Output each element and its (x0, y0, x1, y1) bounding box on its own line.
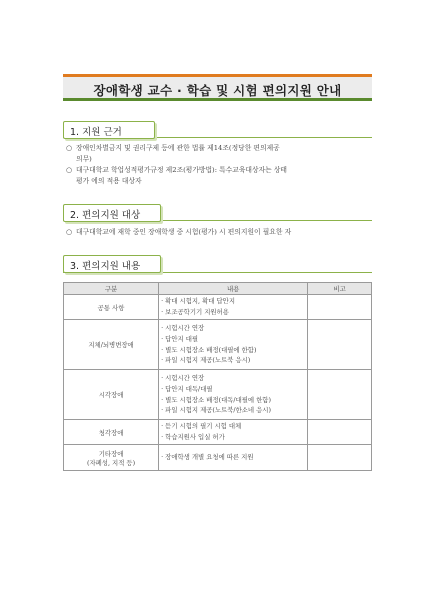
row-category (64, 445, 159, 471)
row-category: 시각장애 (64, 370, 159, 420)
header-content: 내용 (159, 283, 308, 295)
header-note: 비고 (308, 283, 372, 295)
section-1-item-2 (66, 165, 366, 176)
table-row (64, 445, 372, 471)
row-content (159, 370, 308, 420)
row-content (159, 420, 308, 445)
row-note (308, 445, 372, 471)
content-item: · 별도 시험장소 배정(대필에 한함) (161, 345, 257, 354)
content-item: · 학습지원사 입실 허가 (161, 433, 225, 441)
header-category: 구분 (64, 283, 159, 295)
section-2-heading: 2. 편의지원 대상 (70, 210, 141, 221)
item-text: 대구대학교 학업성적평가규정 제2조(평가방법): 특수교육대상자는 상태 (76, 166, 287, 174)
section-3-heading-box (63, 255, 161, 273)
row-content (159, 320, 308, 370)
content-item: · 파일 시험지 제공(노트북 응시) (161, 356, 251, 365)
table-row (64, 320, 372, 370)
item-text: 대구대학교에 재학 중인 장애학생 중 시험(평가) 시 편의지원이 필요한 자 (76, 228, 292, 236)
support-table (63, 282, 372, 471)
content-item: · 장애학생 개별 요청에 따른 지원 (161, 453, 254, 462)
item-text-cont: 평가 에의 적용 대상자 (76, 177, 142, 185)
content-item: · 듣기 시험의 필기 시험 대체 (161, 422, 242, 431)
page-title: 장애학생 교수 · 학습 및 시험 편의지원 안내 (93, 83, 342, 98)
content-item: · 보조공학기기 지원허용 (161, 308, 229, 316)
circle-bullet-icon: ○ (66, 144, 73, 152)
item-text: 장애인차별금지 및 권리구제 등에 관한 법률 제14조(정당한 편의제공 (76, 144, 280, 152)
table-header-row (64, 283, 372, 295)
row-category: 공통 사항 (64, 295, 159, 320)
row-content (159, 295, 308, 320)
section-1-heading: 1. 지원 근거 (70, 127, 122, 138)
content-item: · 시험시간 연장 (161, 373, 205, 382)
section-1-item-1 (66, 143, 366, 154)
section-2-body (66, 227, 366, 238)
table-row (64, 370, 372, 420)
row-note (308, 420, 372, 445)
section-1-heading-box (63, 121, 155, 139)
row-note (308, 320, 372, 370)
content-item: · 확대 시험지, 확대 답안지 (161, 297, 235, 306)
table-row (64, 295, 372, 320)
row-category: 청각장애 (64, 420, 159, 445)
row-note (308, 295, 372, 320)
row-content (159, 445, 308, 471)
section-2-item-1 (66, 227, 366, 238)
section-1-body (66, 143, 366, 187)
circle-bullet-icon: ○ (66, 228, 73, 236)
row-category: 지체/뇌병변장애 (64, 320, 159, 370)
category-line: 기타장애 (98, 449, 124, 458)
content-item: · 시험시간 연장 (161, 323, 205, 332)
content-item: · 별도 시험장소 배정(대독/대필에 한함) (161, 395, 271, 404)
category-line: (자폐성, 지적 등) (86, 458, 136, 467)
page-title-bar (63, 74, 372, 101)
table-row (64, 420, 372, 445)
section-2-heading-box (63, 204, 161, 222)
row-note (308, 370, 372, 420)
item-text-cont: 의무) (76, 155, 92, 163)
content-item: · 답안지 대필 (161, 334, 199, 343)
circle-bullet-icon: ○ (66, 166, 73, 174)
section-3-heading: 3. 편의지원 내용 (70, 261, 141, 272)
content-item: · 파일 시험지 제공(노트북/한소네 응시) (161, 406, 271, 415)
content-item: · 답안지 대독/대필 (161, 384, 213, 393)
